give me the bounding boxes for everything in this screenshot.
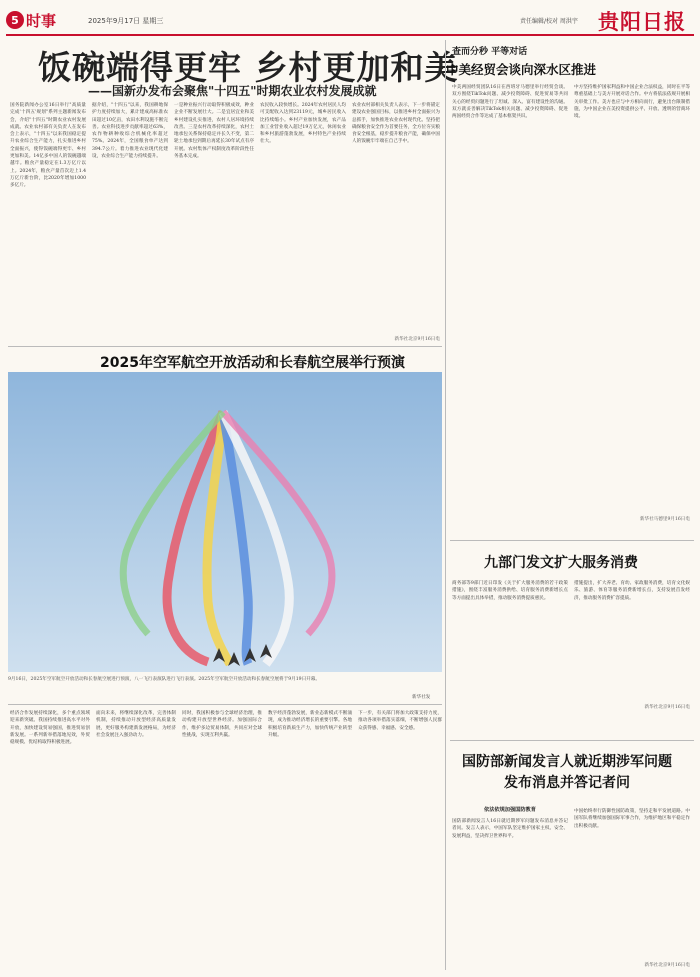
defense-article-column-2: 中国始终奉行防御性国防政策，坚持走和平发展道路。中国军队将继续加强国际军事合作，为维护地区和平稳定作出积极贡献。 <box>574 809 690 829</box>
section-title: 时事 <box>26 12 57 30</box>
header-rule <box>6 34 694 36</box>
defense-article-column-1: 国防部新闻发言人16日就近期涉军问题发布消息并答记者问。发言人表示，中国军队坚定维护国家主权、安全、发展利益，坚决捍卫世界和平。 <box>452 819 568 839</box>
page-number-badge: 5 <box>6 11 24 29</box>
right-article-byline: 新华社马德里9月16日电 <box>639 517 690 522</box>
issue-date: 2025年9月17日 星期三 <box>88 17 164 25</box>
photo-headline: 2025年空军航空开放活动和长春航空展举行预演 <box>100 355 405 371</box>
newspaper-logo: 贵阳日报 <box>598 9 686 34</box>
section-divider <box>450 540 694 541</box>
editor-credit: 责任编辑/校对 周洪宇 <box>520 18 578 25</box>
lower-article-column-1: 经济合作发展持续深化，多个重点领域迎来新突破。我国持续推进高水平对外开放，加快建设贸易强国，推进贸易创新发展。一系列新举措落地见效，外贸稳规模、优结构取得积极进展。 <box>10 711 90 746</box>
article1-column-3: 一是种业振兴行动取得积极成效，种业企业不断发展壮大。二是宜居宜业和美乡村建设扎实推进，农村人居环境持续改善。三是农村改革持续深化，农村土地承包关系保持稳定并长久不变，第二轮土地承包到期后再延长30年试点有序开展。农村集体产权制度改革阶段性任务基本完成。 <box>174 103 254 160</box>
section-divider <box>8 704 442 705</box>
services-article-headline: 九部门发文扩大服务消费 <box>484 555 638 571</box>
article-subheadline: ——国新办发布会聚焦"十四五"时期农业农村发展成就 <box>88 84 377 98</box>
right-article-kicker: 查而分秒 平等对话 <box>452 47 528 57</box>
article1-column-5: 农业农村部相关负责人表示，下一步将锚定建设农业强国目标，以推进乡村全面振兴为总抓手，加快推进农业农村现代化。坚持把确保粮食安全作为首要任务，全方位夯实粮食安全根基，稳步提升粮食产能，确保中国人的饭碗牢牢端在自己手中。 <box>352 103 440 145</box>
airshow-photo <box>8 372 442 672</box>
defense-article-subhead: 依法依规加强国防教育 <box>484 807 536 813</box>
lower-article-column-4: 数字经济蓬勃发展，新业态新模式不断涌现，成为推动经济增长的重要引擎。各地积极培育新质生产力，加快传统产业转型升级。 <box>268 711 352 738</box>
lower-article-column-3: 同时，我国积极参与全球经济治理，推动构建开放型世界经济。加强国际合作，维护多边贸易体制，共同应对全球性挑战，实现互利共赢。 <box>182 711 262 738</box>
services-article-byline: 新华社北京9月16日电 <box>644 705 690 710</box>
article-headline: 饭碗端得更牢 乡村更加和美 <box>38 48 459 87</box>
lower-article-column-5: 下一步，有关部门将加大政策支持力度，推动各项举措落实落细，不断增强人民群众获得感、幸福感、安全感。 <box>358 711 442 731</box>
right-article-column-2: 中方坚持维护国家利益和中国企业合法权益，同时在平等尊重基础上与美方开展对话合作。中方将依法依规开展相关审批工作。美方也应与中方相向而行，避免出台限制措施，为中国企业在美投资提供公平、开放、透明的营商环境。 <box>574 85 690 120</box>
article1-column-1: 国务院新闻办公室16日举行"高质量完成'十四五'规划"系列主题新闻发布会，介绍"十四五"时期农业农村发展成就。农业农村部有关负责人在发布会上表示，"十四五"以来我国稳定提升农业综合生产能力，扎实推进乡村全面振兴，使得饭碗端得更牢、乡村更加和美。14亿多中国人的饭碗越端越牢。粮食产量稳定在1.3万亿斤以上。2024年，粮食产量首次迈上1.4万亿斤新台阶，比2020年增加1000多亿斤。 <box>10 103 86 189</box>
photo-credit: 新华社发 <box>412 695 431 700</box>
defense-article-byline: 新华社北京9月16日电 <box>644 963 690 968</box>
section-divider <box>450 740 694 741</box>
right-article-headline: 中美经贸会谈向深水区推进 <box>446 62 597 77</box>
article1-byline: 新华社北京9月16日电 <box>394 337 440 342</box>
article1-column-4: 农民收入较快增长。2024年农村居民人均可支配收入达到23119元，城乡居民收入比持续缩小。乡村产业加快发展，农产品加工业营业收入超过19万亿元，休闲农业和乡村旅游蓬勃发展，乡村特色产业持续壮大。 <box>260 103 346 145</box>
right-article-column-1: 中美两国经贸团队16日在西班牙马德里举行经贸会谈。双方围绕TikTok问题、减少投资障碍、促进贸易等共同关心的经贸问题进行了坦诚、深入、富有建设性的沟通。双方就妥善解决TikTok相关问题、减少投资障碍、促进两国经贸合作等达成了基本框架共识。 <box>452 85 568 120</box>
lower-article-column-2: 面向未来，将继续深化改革，完善体制机制，持续推动开放型经济高质量发展，更好服务构建新发展格局，为经济社会发展注入强劲动力。 <box>96 711 176 738</box>
column-divider <box>445 40 446 970</box>
services-article-column-1: 商务部等9部门近日印发《关于扩大服务消费的若干政策措施》，围绕丰富服务消费供给、培育服务消费新增长点等方面提出具体举措，推动服务消费提质惠民。 <box>452 581 568 601</box>
page-header <box>0 0 700 36</box>
defense-article-headline: 国防部新闻发言人就近期涉军问题发布消息并答记者问 <box>462 754 672 791</box>
section-divider <box>8 346 442 347</box>
article1-column-2: 据介绍，"十四五"以来，我国耕地保护力度持续加大，累计建成高标准农田超过10亿亩，农田水利设施不断完善。农业科技进步贡献率超过63%，农作物耕种收综合机械化率超过75%。2024年，全国粮食单产达到394.7公斤。着力推进农业现代化建设，农业综合生产能力持续提升。 <box>92 103 168 160</box>
services-article-column-2: 措施提出，扩大养老、育幼、家政服务消费，培育文化娱乐、旅游、体育等服务消费新增长点，支持发展首发经济，推动服务消费扩容提质。 <box>574 581 690 601</box>
airshow-photo-graphic <box>8 372 442 672</box>
photo-caption: 9月16日，2025年空军航空开放活动和长春航空展进行预演，八一飞行表演队进行飞行表演。2025年空军航空开放活动和长春航空展将于9月19日开幕。 <box>8 677 320 682</box>
